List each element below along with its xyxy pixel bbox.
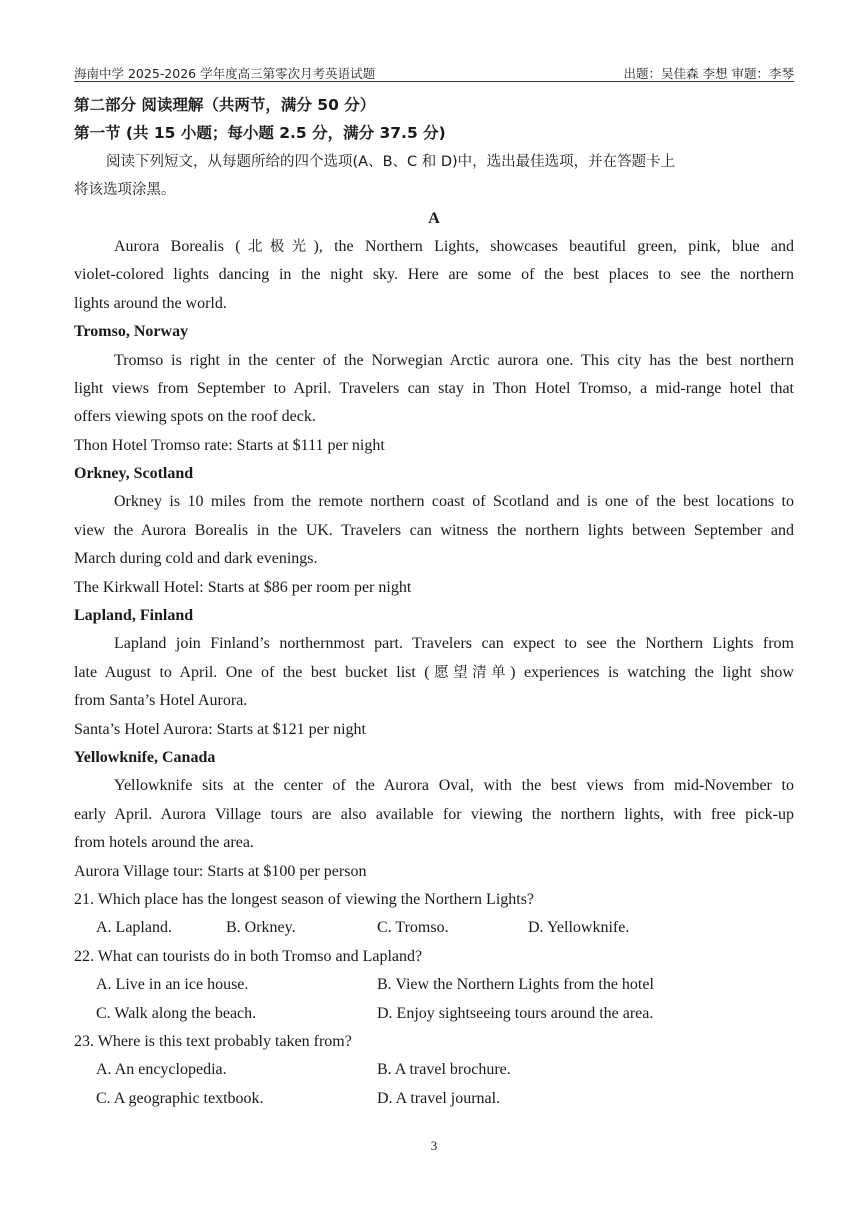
header-divider	[74, 81, 794, 82]
yellowknife-line-2: early April. Aurora Village tours are also available for viewing the northern lights, with free pick-up	[74, 805, 794, 823]
intro-line-3: lights around the world.	[74, 294, 227, 312]
yellowknife-rate: Aurora Village tour: Starts at $100 per person	[74, 862, 367, 880]
section-title: 第一节 (共 15 小题；每小题 2.5 分，满分 37.5 分)	[74, 124, 446, 143]
page-number: 3	[430, 1138, 438, 1153]
intro-text-a: Aurora Borealis (	[114, 237, 241, 255]
instruction-line-1: 阅读下列短文，从每题所给的四个选项(A、B、C 和 D)中，选出最佳选项，并在答题卡上	[106, 153, 676, 170]
passage-letter: A	[428, 209, 440, 227]
q22-option-b: B. View the Northern Lights from the hotel	[377, 976, 654, 994]
question-22-options-row-1	[74, 971, 794, 999]
question-23-options-row-1	[74, 1056, 794, 1084]
q23-option-d: D. A travel journal.	[377, 1089, 501, 1107]
header-exam-title: 海南中学 2025-2026 学年度高三第零次月考英语试题	[74, 66, 376, 81]
q23-option-c: C. A geographic textbook.	[96, 1089, 264, 1107]
place-heading-yellowknife: Yellowknife, Canada	[74, 748, 216, 766]
lapland-line-2	[74, 659, 794, 687]
question-21-stem: 21. Which place has the longest season of viewing the Northern Lights?	[74, 890, 535, 908]
intro-text-b: ), the Northern Lights, showcases beautiful green, pink, blue and	[313, 237, 794, 255]
tromso-rate: Thon Hotel Tromso rate: Starts at $111 per night	[74, 436, 385, 454]
yellowknife-line-3: from hotels around the area.	[74, 834, 254, 852]
tromso-line-3: offers viewing spots on the roof deck.	[74, 408, 316, 426]
instruction-line-2: 将该选项涂黑。	[74, 182, 176, 199]
place-heading-lapland: Lapland, Finland	[74, 607, 194, 625]
lapland-text-a: late August to April. One of the best bucket list (	[74, 663, 430, 681]
place-heading-tromso: Tromso, Norway	[74, 323, 189, 341]
q23-option-a: A. An encyclopedia.	[96, 1061, 227, 1079]
q21-option-b: B. Orkney.	[226, 919, 296, 937]
tromso-line-2: light views from September to April. Travelers can stay in Thon Hotel Tromso, a mid-range hotel that	[74, 379, 794, 397]
intro-line-1	[74, 233, 794, 261]
lapland-rate: Santa’s Hotel Aurora: Starts at $121 per night	[74, 720, 366, 738]
lapland-line-3: from Santa’s Hotel Aurora.	[74, 692, 248, 710]
q23-option-b: B. A travel brochure.	[377, 1061, 511, 1079]
question-22-options-row-2	[74, 1000, 794, 1028]
exam-content	[74, 91, 794, 1113]
orkney-line-1: Orkney is 10 miles from the remote northern coast of Scotland and is one of the best locations to	[114, 493, 794, 511]
q21-option-c: C. Tromso.	[377, 919, 449, 937]
header-authors: 出题：吴佳森 李想 审题：李琴	[623, 66, 794, 81]
lapland-text-b: ) experiences is watching the light show	[510, 663, 794, 681]
part-title: 第二部分 阅读理解（共两节，满分 50 分）	[74, 96, 376, 114]
q22-option-c: C. Walk along the beach.	[96, 1004, 257, 1022]
q22-option-a: A. Live in an ice house.	[96, 976, 249, 994]
question-21-options	[74, 914, 794, 942]
intro-line-2: violet-colored lights dancing in the night sky. Here are some of the best places to see the northern	[74, 266, 794, 284]
lapland-line-1: Lapland join Finland’s northernmost part. Travelers can expect to see the Northern Lights from	[114, 635, 794, 653]
question-23-stem: 23. Where is this text probably taken from?	[74, 1032, 352, 1050]
q22-option-d: D. Enjoy sightseeing tours around the area.	[377, 1004, 654, 1022]
question-23-options-row-2	[74, 1085, 794, 1113]
place-heading-orkney: Orkney, Scotland	[74, 465, 194, 483]
orkney-rate: The Kirkwall Hotel: Starts at $86 per room per night	[74, 578, 412, 596]
q21-option-d: D. Yellowknife.	[528, 919, 630, 937]
tromso-line-1: Tromso is right in the center of the Norwegian Arctic aurora one. This city has the best northern	[114, 351, 794, 369]
yellowknife-line-1: Yellowknife sits at the center of the Aurora Oval, with the best views from mid-November to	[114, 777, 794, 795]
orkney-line-2: view the Aurora Borealis in the UK. Travelers can witness the northern lights between September and	[74, 521, 794, 539]
lapland-chinese-gloss: 愿望清单	[429, 664, 511, 681]
page-header	[74, 62, 794, 82]
question-22-stem: 22. What can tourists do in both Tromso and Lapland?	[74, 947, 423, 965]
orkney-line-3: March during cold and dark evenings.	[74, 550, 318, 568]
q21-option-a: A. Lapland.	[96, 919, 172, 937]
intro-chinese-gloss: 北极光	[240, 238, 314, 255]
